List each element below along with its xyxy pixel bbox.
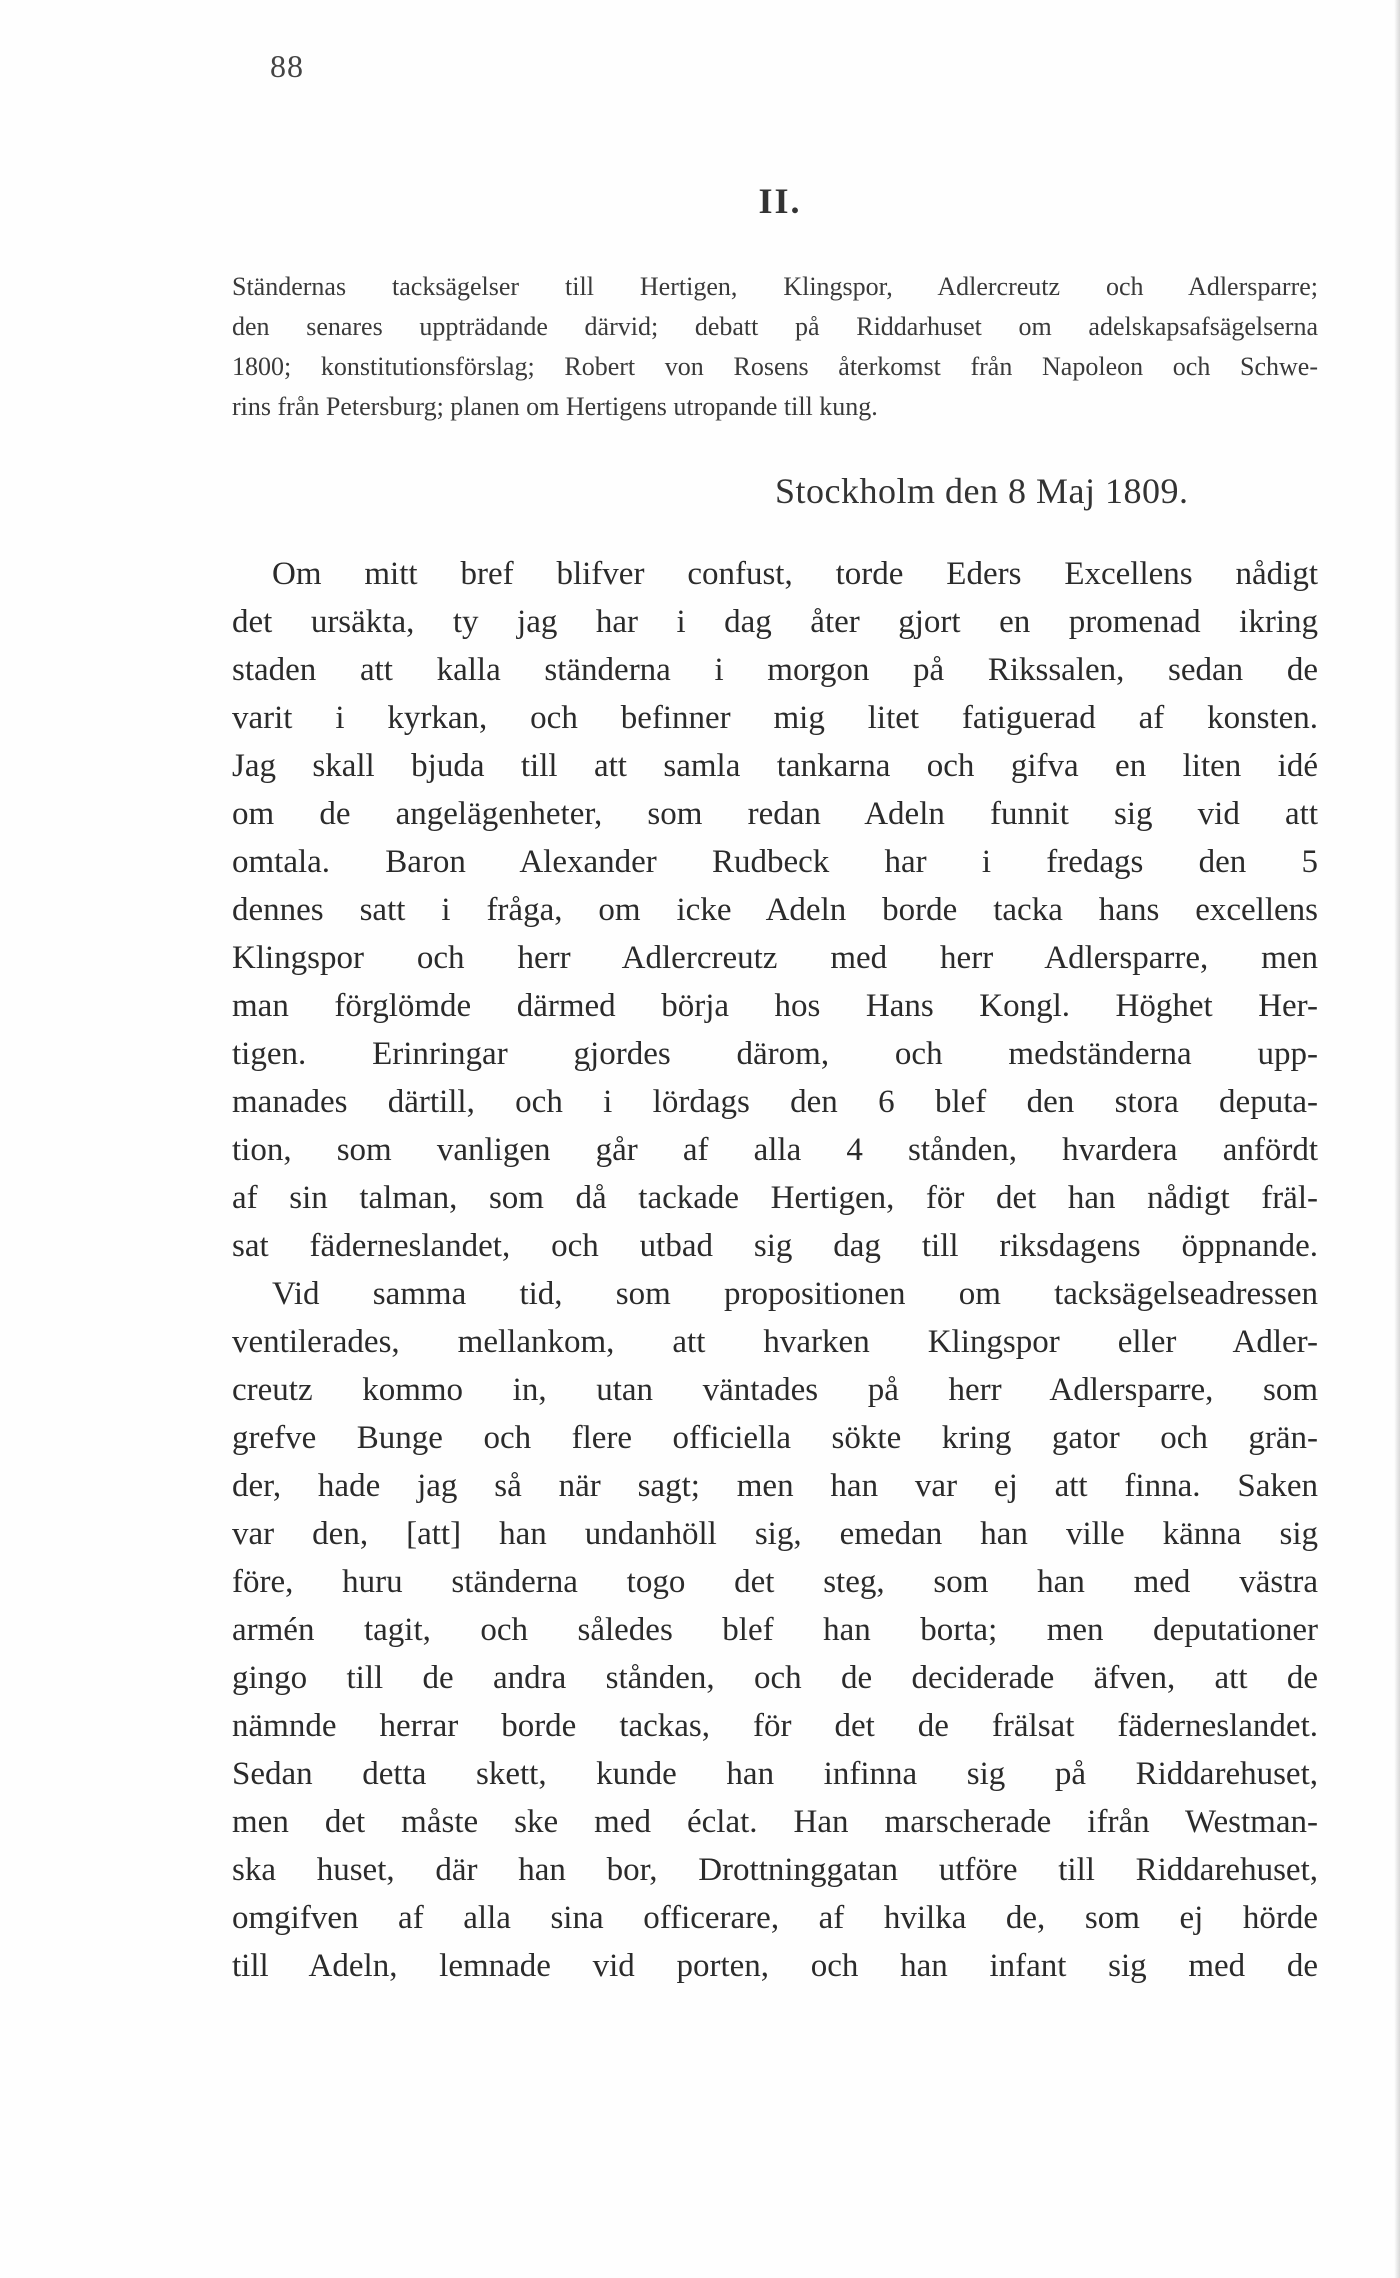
body-line: der, hade jag så när sagt; men han var ej att finna. Saken <box>232 1468 1318 1504</box>
body-line: armén tagit, och således blef han borta; men deputationer <box>232 1612 1318 1648</box>
body-line: tigen. Erinringar gjordes därom, och medständerna upp- <box>232 1036 1318 1072</box>
body-line: Jag skall bjuda till att samla tankarna och gifva en liten idé <box>232 748 1318 784</box>
body-line: Om mitt bref blifver confust, torde Eders Excellens nådigt <box>272 556 1318 592</box>
summary-line: den senares uppträdande därvid; debatt på Riddarhuset om adelskapsafsägelserna <box>232 312 1318 341</box>
body-line: före, huru ständerna togo det steg, som han med västra <box>232 1564 1318 1600</box>
body-line: af sin talman, som då tackade Hertigen, för det han nådigt fräl- <box>232 1180 1318 1216</box>
section-heading: II. <box>758 181 802 221</box>
body-line: men det måste ske med éclat. Han marscherade ifrån Westman- <box>232 1804 1318 1840</box>
page-edge-shadow <box>1394 0 1400 2278</box>
summary-line: rins från Petersburg; planen om Hertigens utropande till kung. <box>232 392 878 421</box>
body-line: nämnde herrar borde tackas, för det de frälsat fäderneslandet. <box>232 1708 1318 1744</box>
body-line: gingo till de andra stånden, och de deciderade äfven, att de <box>232 1660 1318 1696</box>
body-line: ska huset, där han bor, Drottninggatan utföre till Riddarehuset, <box>232 1852 1318 1888</box>
chapter-summary <box>232 267 1318 427</box>
summary-line: Ständernas tacksägelser till Hertigen, Klingspor, Adlercreutz och Adlersparre; <box>232 272 1318 301</box>
body-line: sat fäderneslandet, och utbad sig dag till riksdagens öppnande. <box>232 1228 1318 1264</box>
letter-dateline: Stockholm den 8 Maj 1809. <box>775 471 1189 511</box>
body-line: det ursäkta, ty jag har i dag åter gjort en promenad ikring <box>232 604 1318 640</box>
body-line: manades därtill, och i lördags den 6 blef den stora deputa- <box>232 1084 1318 1120</box>
body-line: Klingspor och herr Adlercreutz med herr Adlersparre, men <box>232 940 1318 976</box>
body-line: omgifven af alla sina officerare, af hvilka de, som ej hörde <box>232 1900 1318 1936</box>
summary-line: 1800; konstitutionsförslag; Robert von Rosens återkomst från Napoleon och Schwe- <box>232 352 1318 381</box>
body-line: omtala. Baron Alexander Rudbeck har i fredags den 5 <box>232 844 1318 880</box>
body-line: varit i kyrkan, och befinner mig litet fatiguerad af konsten. <box>232 700 1318 736</box>
body-line: Sedan detta skett, kunde han infinna sig på Riddarehuset, <box>232 1756 1318 1792</box>
body-line: var den, [att] han undanhöll sig, emedan han ville känna sig <box>232 1516 1318 1552</box>
body-line: staden att kalla ständerna i morgon på Rikssalen, sedan de <box>232 652 1318 688</box>
body-line: creutz kommo in, utan väntades på herr Adlersparre, som <box>232 1372 1318 1408</box>
body-line: tion, som vanligen går af alla 4 stånden, hvardera anfördt <box>232 1132 1318 1168</box>
body-line: man förglömde därmed börja hos Hans Kongl. Höghet Her- <box>232 988 1318 1024</box>
body-line: ventilerades, mellankom, att hvarken Klingspor eller Adler- <box>232 1324 1318 1360</box>
body-line: om de angelägenheter, som redan Adeln funnit sig vid att <box>232 796 1318 832</box>
letter-body <box>232 550 1318 1990</box>
body-line: grefve Bunge och flere officiella sökte kring gator och grän- <box>232 1420 1318 1456</box>
body-line: till Adeln, lemnade vid porten, och han infant sig med de <box>232 1948 1318 1984</box>
body-line: Vid samma tid, som propositionen om tacksägelseadressen <box>272 1276 1318 1312</box>
page-number: 88 <box>270 48 304 84</box>
body-line: dennes satt i fråga, om icke Adeln borde tacka hans excellens <box>232 892 1318 928</box>
